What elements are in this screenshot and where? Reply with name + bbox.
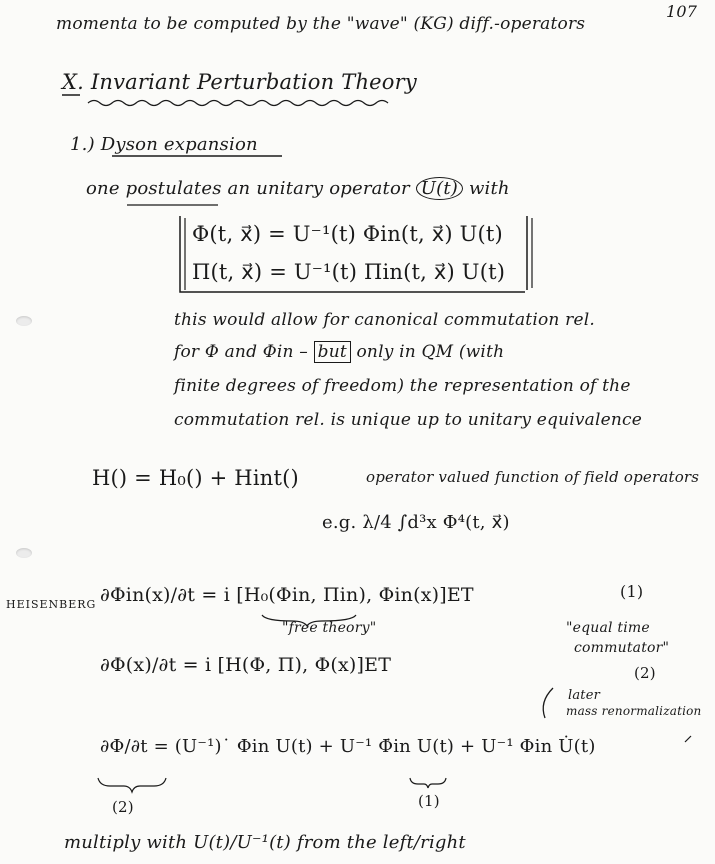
free-theory-label: "free theory"	[282, 620, 377, 636]
equation-3: ∂Φ/∂t = (U⁻¹)˙ Φin U(t) + U⁻¹ Φ̇in U(t) + U⁻¹ Φin U̇(t)	[100, 736, 596, 757]
example-interaction: e.g. λ/4 ∫d³x Φ⁴(t, x⃗)	[322, 512, 510, 533]
mass-renormalization-label: mass renormalization	[566, 704, 702, 718]
last-line: multiply with U(t)/U⁻¹(t) from the left/right	[64, 832, 466, 853]
heisenberg-label: HEISENBERG	[6, 598, 97, 611]
equation-2-number: (2)	[634, 664, 656, 682]
comment-line-2-a: for Φ and Φin –	[174, 342, 308, 362]
equation-3-brace-b: (1)	[418, 792, 440, 810]
comment-line-2-b: only in QM (with	[356, 342, 505, 362]
unitary-operator-circled: U(t)	[416, 177, 463, 200]
section-heading: X. Invariant Perturbation Theory	[62, 70, 417, 94]
line-momenta: momenta to be computed by the "wave" (KG) diff.-operators	[56, 14, 586, 34]
equation-1: ∂Φin(x)/∂t = i [H₀(Φin, Πin), Φin(x)]ET	[100, 584, 474, 606]
later-label: later	[568, 688, 601, 703]
comment-line-3: finite degrees of freedom) the representation of the	[174, 376, 631, 396]
subsection-heading: 1.) Dyson expansion	[70, 134, 258, 155]
comment-line-4: commutation rel. is unique up to unitary equivalence	[174, 410, 643, 430]
boxed-but: but	[314, 341, 351, 363]
hamiltonian-note: operator valued function of field operators	[366, 468, 700, 486]
equation-pi: Π(t, x⃗) = U⁻¹(t) Πin(t, x⃗) U(t)	[192, 260, 506, 284]
equal-time-label: "equal time	[566, 620, 650, 636]
page-number: 107	[666, 2, 698, 21]
binder-hole-top	[16, 316, 32, 326]
hamiltonian: H() = H₀() + Hint()	[92, 466, 299, 490]
comment-line-1: this would allow for canonical commutation rel.	[174, 310, 595, 330]
equation-phi: Φ(t, x⃗) = U⁻¹(t) Φin(t, x⃗) U(t)	[192, 222, 503, 246]
binder-hole-bottom	[16, 548, 32, 558]
equation-3-brace-a: (2)	[112, 798, 134, 816]
commutator-label: commutator"	[574, 640, 670, 656]
postulate-text: one postulates an unitary operator	[86, 178, 410, 199]
equation-1-number: (1)	[620, 582, 644, 601]
postulate-with: with	[468, 178, 510, 199]
postulate-line	[86, 178, 510, 199]
equation-2: ∂Φ(x)/∂t = i [H(Φ, Π), Φ(x)]ET	[100, 654, 392, 676]
comment-line-2	[174, 342, 504, 362]
